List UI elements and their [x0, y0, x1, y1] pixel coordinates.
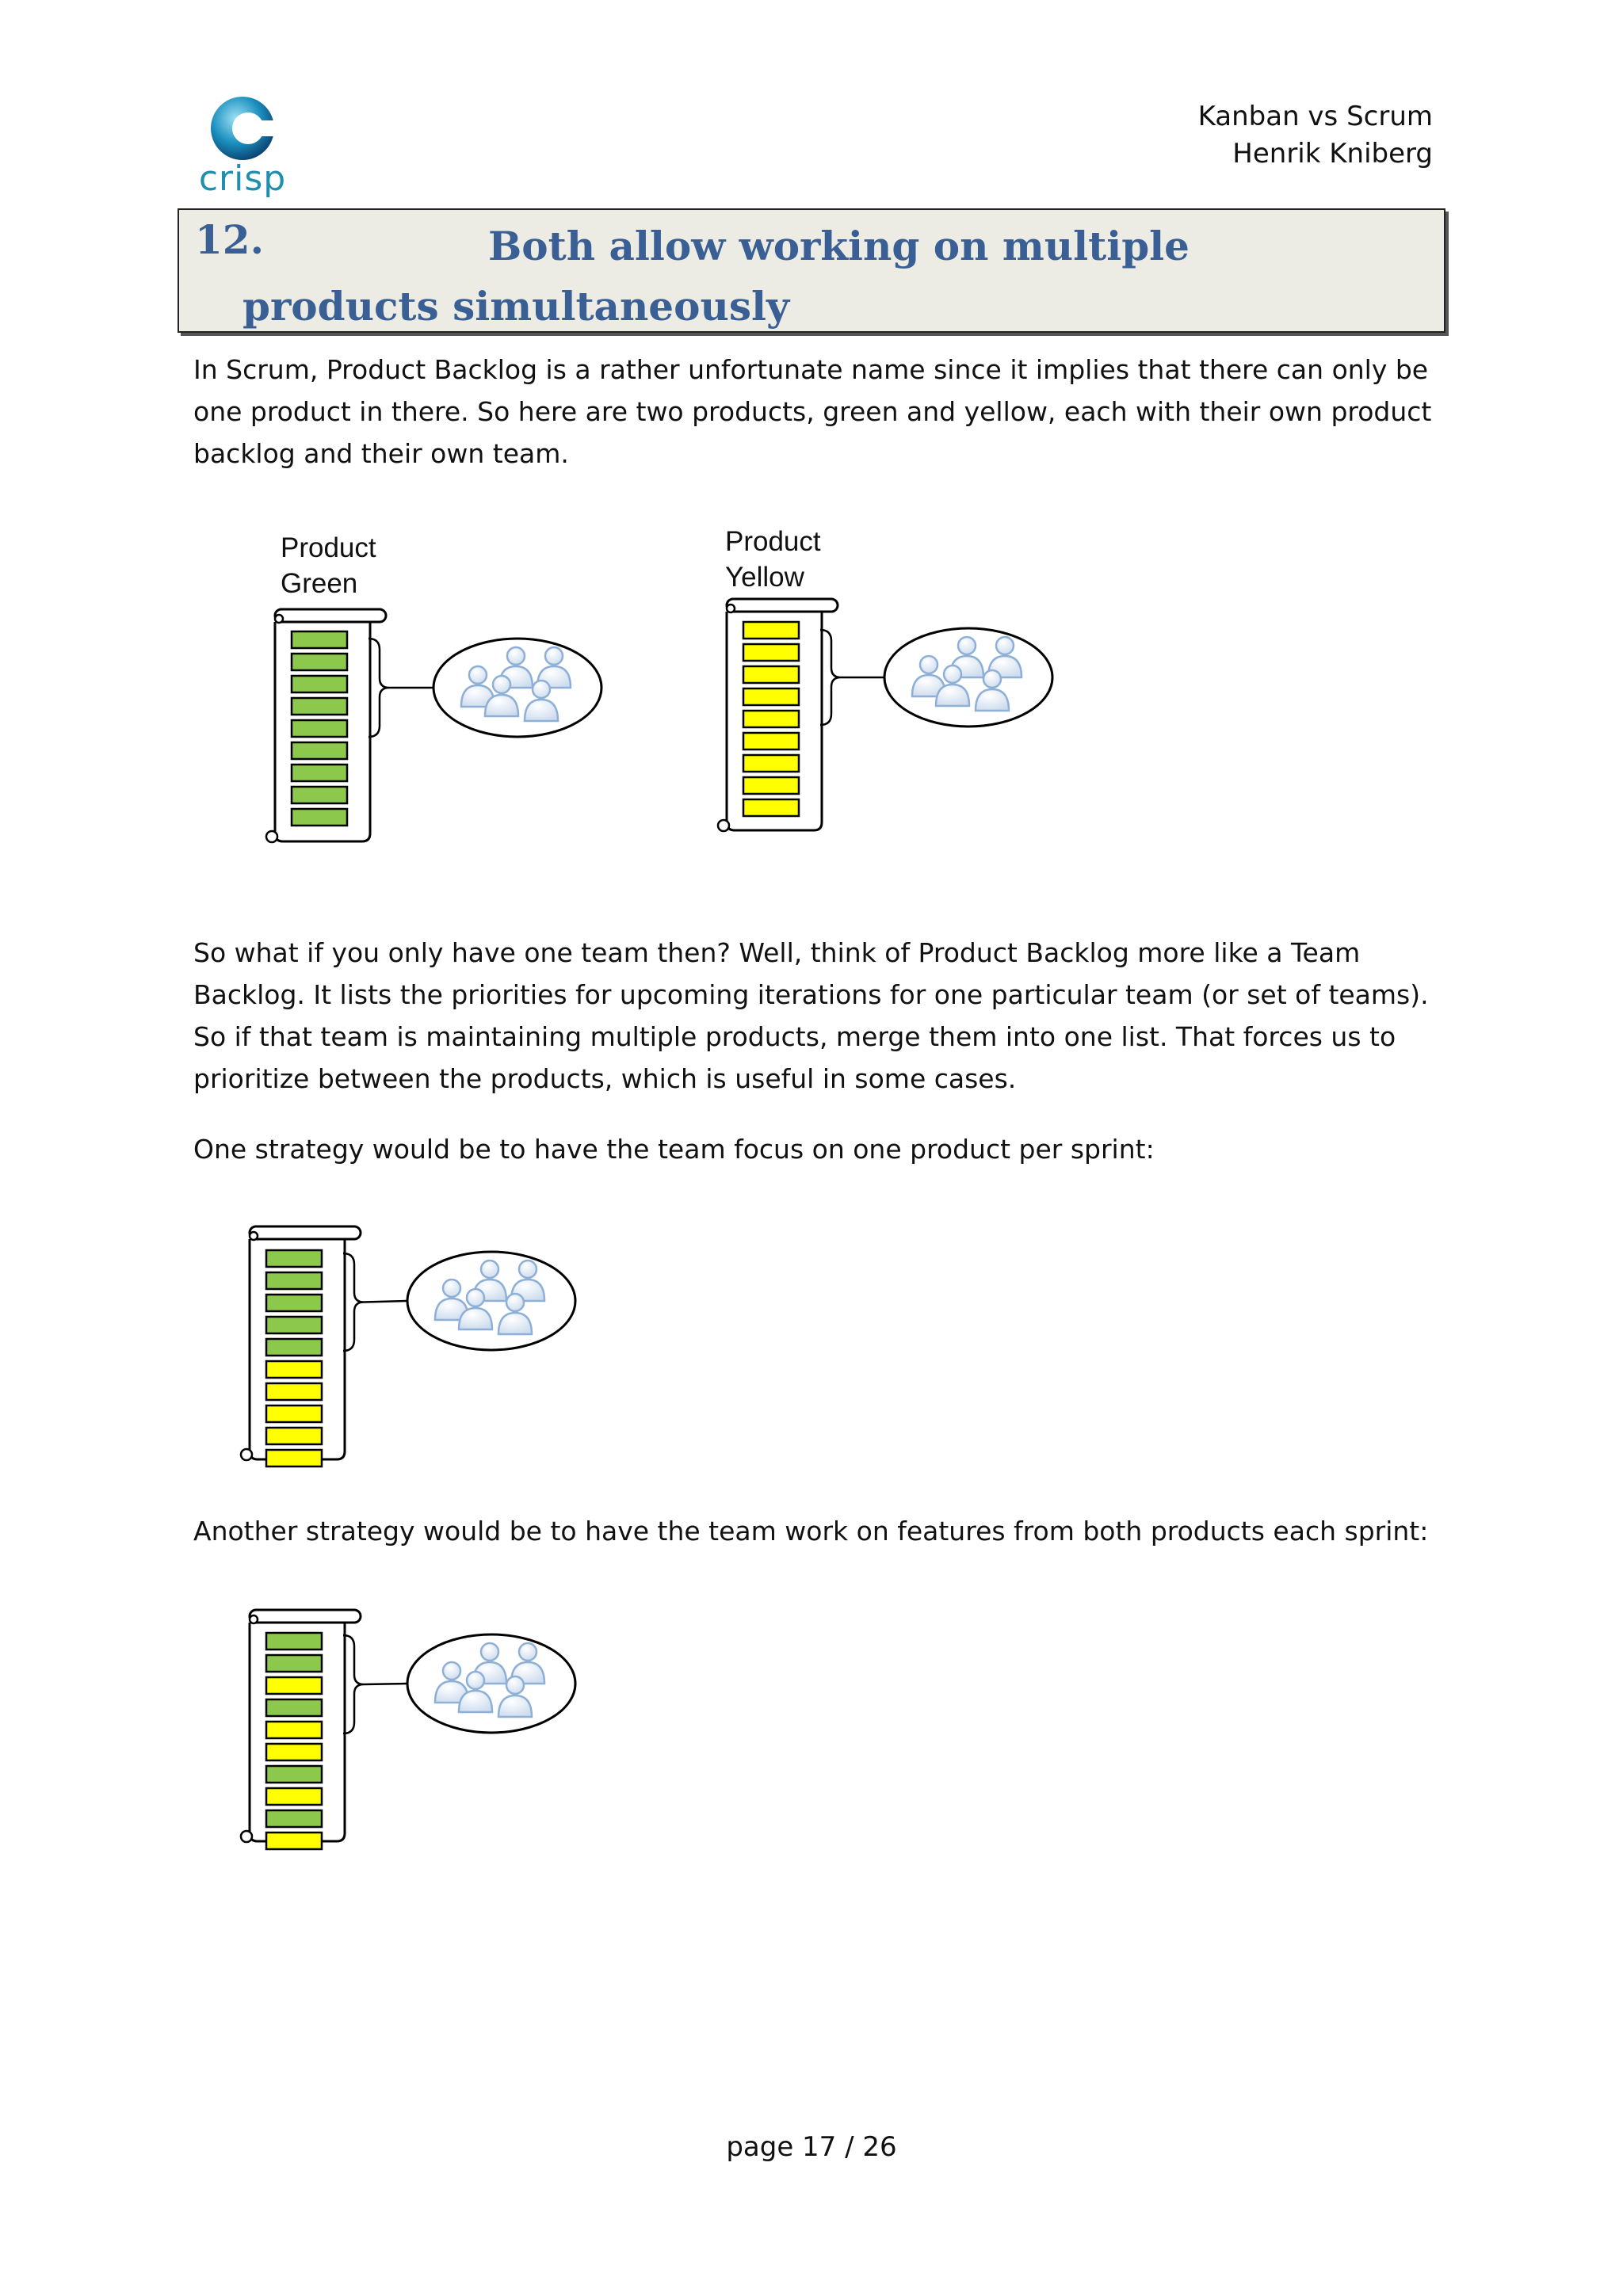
team-yellow — [820, 628, 1052, 727]
backlog-item-green — [292, 676, 347, 692]
focus-one-diagram — [241, 1226, 575, 1466]
backlog-item-yellow — [743, 733, 799, 749]
bracket — [343, 1635, 364, 1733]
backlog-item-yellow — [266, 1722, 322, 1738]
backlog-item-yellow — [743, 755, 799, 772]
backlog-item-yellow — [266, 1361, 322, 1378]
backlog-item-green — [266, 1699, 322, 1716]
author-name: Henrik Kniberg — [1232, 138, 1433, 170]
both-products-diagram — [241, 1610, 575, 1849]
backlog-item-green — [292, 742, 347, 759]
backlog-item-green — [266, 1810, 322, 1827]
backlog-scroll-green — [266, 609, 386, 842]
scroll-top-curl — [275, 609, 386, 622]
backlog-item-green — [266, 1655, 322, 1672]
backlog-item-yellow — [266, 1788, 322, 1805]
scroll-bottom-knob — [718, 820, 729, 831]
backlog-item-green — [266, 1295, 322, 1311]
product-green-diagram — [266, 532, 601, 842]
backlog-item-green — [266, 1317, 322, 1333]
scroll-top-curl — [250, 1610, 361, 1623]
product-green-label-line2: Green — [281, 568, 358, 599]
backlog-item-yellow — [743, 711, 799, 727]
scroll-bottom-knob — [266, 831, 277, 842]
scroll-bottom-knob — [241, 1449, 252, 1460]
scroll-top-knob — [727, 605, 735, 612]
backlog-item-yellow — [743, 799, 799, 816]
bracket — [343, 1253, 364, 1351]
backlog-scroll-both — [241, 1610, 361, 1849]
page-number: page 17 / 26 — [726, 2131, 897, 2163]
scroll-bottom-knob — [241, 1831, 252, 1842]
backlog-item-green — [292, 765, 347, 781]
backlog-item-yellow — [266, 1383, 322, 1400]
scroll-top-knob — [275, 615, 283, 623]
team-both — [343, 1634, 575, 1733]
backlog-item-yellow — [743, 777, 799, 794]
backlog-scroll-yellow — [718, 599, 838, 831]
backlog-item-green — [292, 787, 347, 803]
backlog-item-yellow — [266, 1833, 322, 1849]
intro-paragraph: In Scrum, Product Backlog is a rather unfortunate name since it implies that there can only be one product in there. So here are two products, green and yellow, each with their own product backlog and their own team. — [193, 354, 1432, 469]
backlog-item-yellow — [743, 622, 799, 639]
strategy-one-paragraph: One strategy would be to have the team focus on one product per sprint: — [193, 1134, 1155, 1165]
backlog-item-yellow — [266, 1450, 322, 1466]
backlog-item-yellow — [743, 644, 799, 661]
backlog-item-yellow — [266, 1405, 322, 1422]
section-number: 12. — [195, 216, 264, 263]
backlog-item-green — [292, 631, 347, 648]
logo-wordmark: crisp — [198, 158, 287, 199]
team-green — [369, 639, 601, 737]
product-yellow-label-line1: Product — [725, 526, 821, 557]
backlog-item-yellow — [266, 1428, 322, 1444]
backlog-item-green — [292, 698, 347, 715]
scroll-top-curl — [727, 599, 838, 612]
bracket — [369, 639, 389, 737]
backlog-item-green — [266, 1272, 322, 1289]
scroll-top-knob — [250, 1615, 258, 1623]
strategy-two-paragraph: Another strategy would be to have the team work on features from both products each sprint: — [193, 1516, 1429, 1547]
backlog-item-green — [292, 654, 347, 670]
backlog-item-yellow — [743, 688, 799, 705]
section-title: Both allow working on multiple products simultaneously — [242, 223, 1190, 330]
backlog-item-yellow — [266, 1677, 322, 1694]
connector-line — [364, 1301, 407, 1302]
backlog-scroll-focus-one — [241, 1226, 361, 1466]
backlog-item-yellow — [743, 666, 799, 683]
one-team-paragraph: So what if you only have one team then? Well, think of Product Backlog more like a Team Backlog. It lists the priorities for upcoming iterations for one particular team (or set of teams). So if that team is maintaining multiple products, merge them into one list. That forces us to prioritize between the products, which is useful in some cases. — [193, 937, 1429, 1094]
scroll-top-knob — [250, 1232, 258, 1240]
doc-title: Kanban vs Scrum — [1197, 101, 1433, 132]
bracket — [820, 630, 841, 725]
scroll-top-curl — [250, 1226, 361, 1239]
backlog-item-green — [266, 1633, 322, 1650]
product-yellow-label-line2: Yellow — [725, 562, 804, 593]
backlog-item-green — [292, 809, 347, 826]
backlog-item-yellow — [266, 1744, 322, 1760]
product-green-label-line1: Product — [281, 532, 376, 563]
product-yellow-diagram — [718, 526, 1052, 831]
backlog-item-green — [266, 1766, 322, 1783]
backlog-item-green — [266, 1250, 322, 1267]
team-focus-one — [343, 1252, 575, 1351]
backlog-item-green — [292, 720, 347, 737]
backlog-item-green — [266, 1339, 322, 1356]
